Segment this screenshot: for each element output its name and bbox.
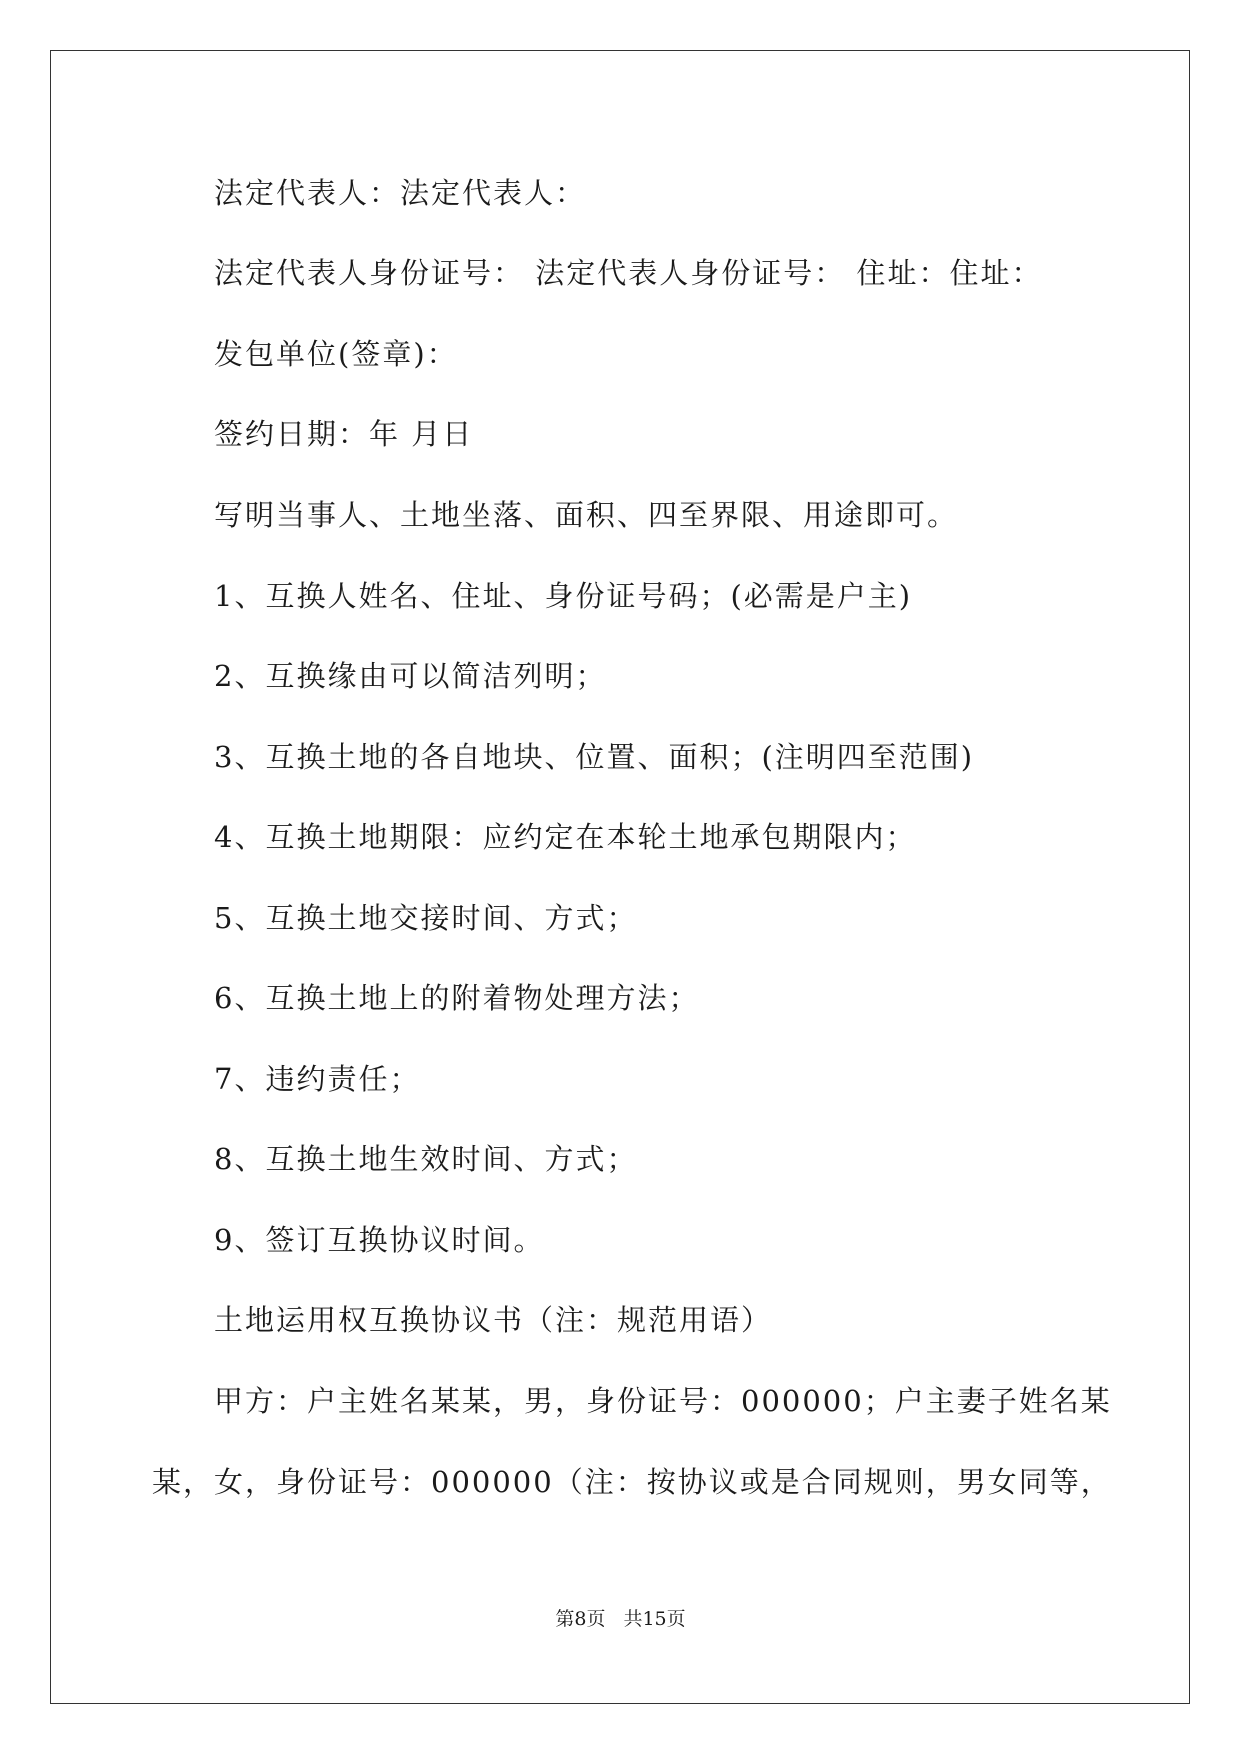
page-frame [50,50,1190,1704]
list-item-2: 2、互换缘由可以简洁列明； [214,659,607,693]
list-item-1: 1、互换人姓名、住址、身份证号码；(必需是户主) [214,579,913,613]
list-item-7: 7、违约责任； [214,1062,421,1096]
text-line-party-a: 甲方：户主姓名某某，男，身份证号：000000；户主妻子姓名某 [214,1384,1112,1418]
list-item-4: 4、互换土地期限：应约定在本轮土地承包期限内； [214,820,917,854]
list-item-5: 5、互换土地交接时间、方式； [214,901,638,935]
page-footer [0,1607,1241,1631]
list-item-8: 8、互换土地生效时间、方式； [214,1142,638,1176]
text-line-agreement-title: 土地运用权互换协议书（注：规范用语） [214,1303,773,1337]
page-number-total: 共15页 [623,1608,686,1630]
text-line-legal-rep: 法定代表人：法定代表人： [214,176,587,210]
list-item-6: 6、互换土地上的附着物处理方法； [214,981,700,1015]
page-number-current: 第8页 [555,1608,606,1630]
text-line-legal-rep-id: 法定代表人身份证号： 法定代表人身份证号： 住址：住址： [214,256,1043,290]
text-line-party-a-cont: 某，女，身份证号：000000（注：按协议或是合同规则，男女同等， [152,1465,1112,1499]
list-item-9: 9、签订互换协议时间。 [214,1223,545,1257]
text-line-instruction: 写明当事人、土地坐落、面积、四至界限、用途即可。 [214,498,959,532]
text-line-contractor-seal: 发包单位(签章)： [214,337,458,371]
text-line-sign-date: 签约日期：年 月日 [214,417,474,451]
list-item-3: 3、互换土地的各自地块、位置、面积；(注明四至范围) [214,740,975,774]
